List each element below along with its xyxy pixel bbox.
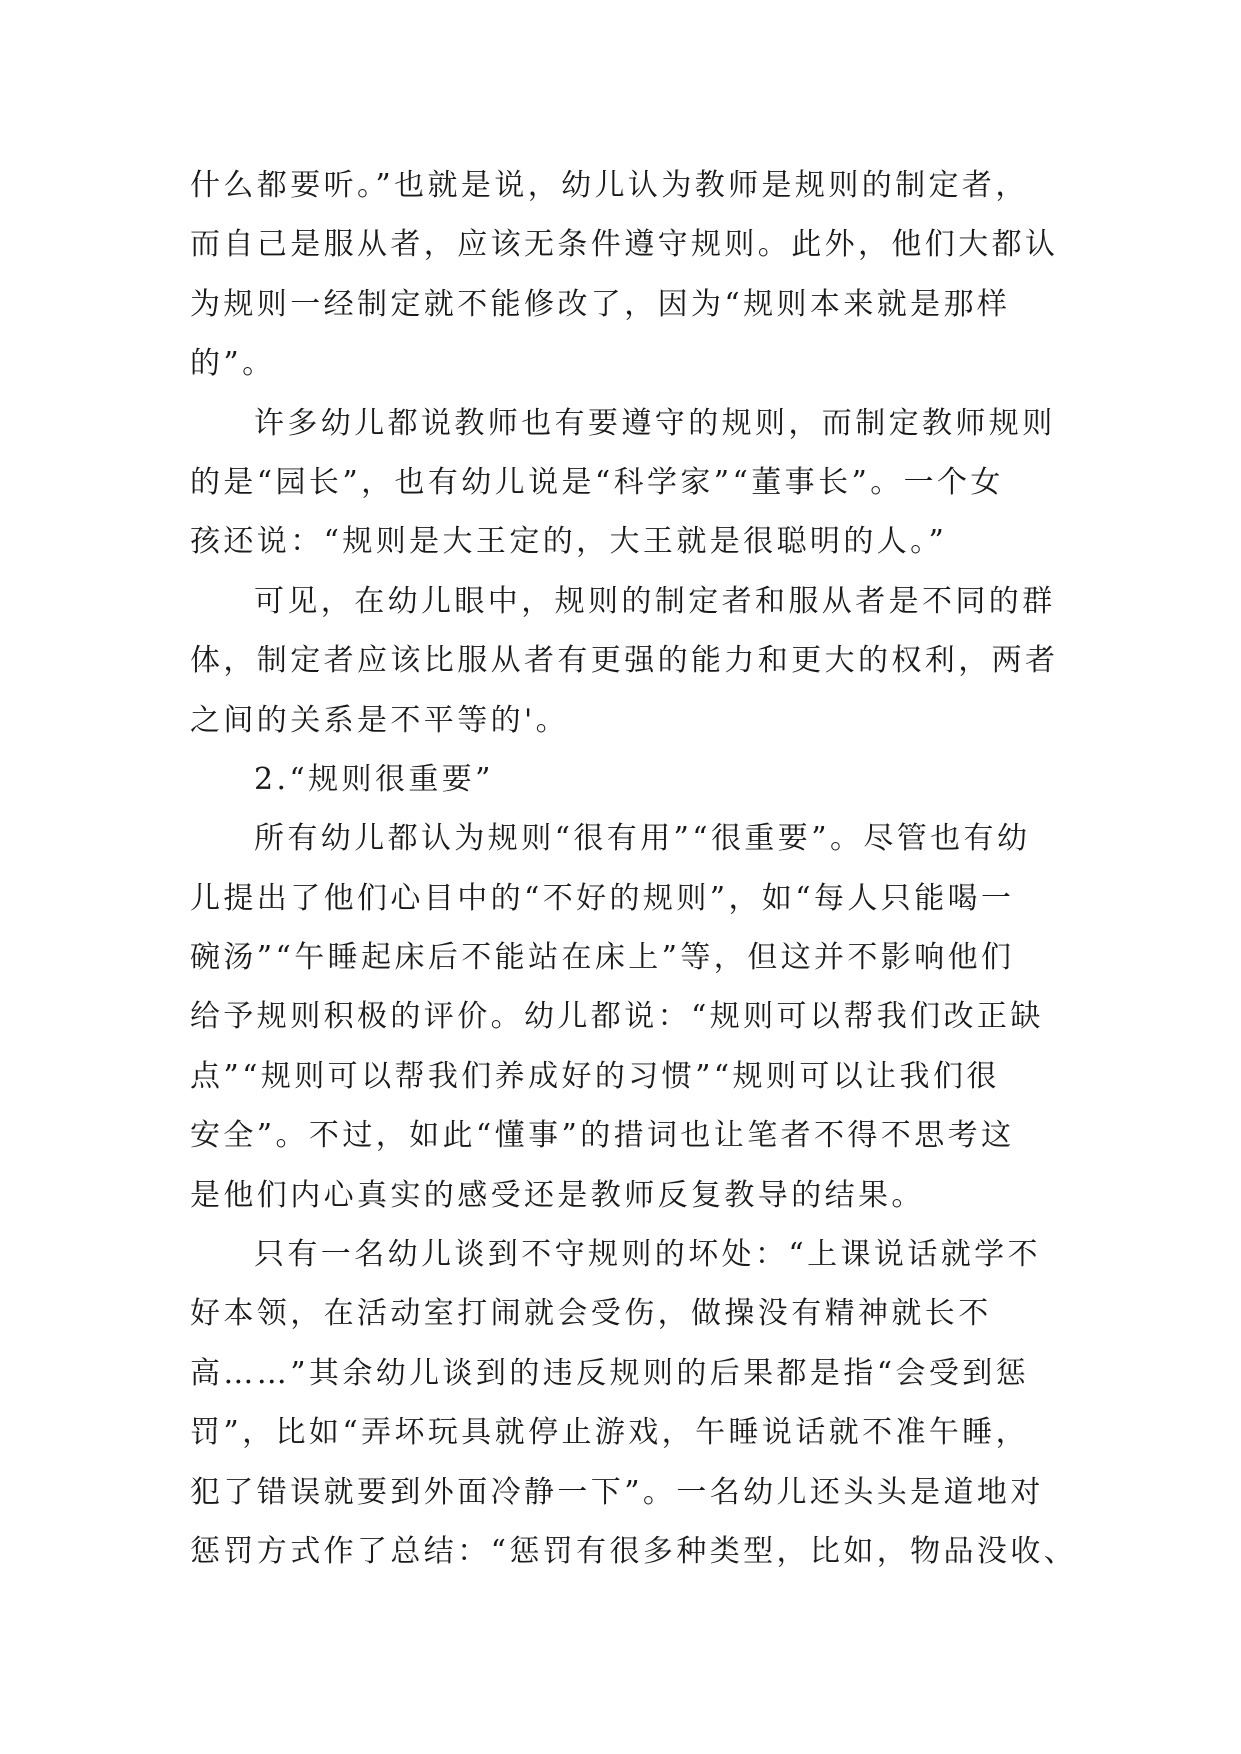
section-heading: 2.“规则很重要” <box>254 761 494 797</box>
paragraph-first-line: 所有幼儿都认为规则“很有用”“很重要”。尽管也有幼 <box>254 821 1031 857</box>
paragraph-first-line: 可见，在幼儿眼中，规则的制定者和服从者是不同的群 <box>254 583 1056 619</box>
text-line: 犯了错误就要到外面冷静一下”。一名幼儿还头头是道地对 <box>190 1474 1044 1510</box>
text-line: 好本领，在活动室打闹就会受伤，做操没有精神就长不 <box>190 1296 992 1332</box>
body-text <box>190 156 1078 1581</box>
text-line: 安全”。不过，如此“懂事”的措词也让笔者不得不思考这 <box>190 1118 1015 1154</box>
text-line: 惩罚方式作了总结：“惩罚有很多种类型，比如，物品没收、 <box>190 1533 1078 1569</box>
text-line: 点”“规则可以帮我们养成好的习惯”“规则可以让我们很 <box>190 1058 1000 1094</box>
text-line: 什么都要听。”也就是说，幼儿认为教师是规则的制定者， <box>190 168 1029 203</box>
text-line: 是他们内心真实的感受还是教师反复教导的结果。 <box>190 1177 925 1213</box>
text-line: 给予规则积极的评价。幼儿都说：“规则可以帮我们改正缺 <box>190 999 1044 1035</box>
text-line: 体，制定者应该比服从者有更强的能力和更大的权利，两者 <box>190 643 1059 679</box>
paragraph-first-line: 许多幼儿都说教师也有要遵守的规则，而制定教师规则 <box>254 405 1056 441</box>
text-line: 高……”其余幼儿谈到的违反规则的后果都是指“会受到惩 <box>190 1355 1030 1391</box>
text-line: 儿提出了他们心目中的“不好的规则”，如“每人只能喝一 <box>190 880 1015 916</box>
text-line: 的是“园长”，也有幼儿说是“科学家”“董事长”。一个女 <box>190 464 1004 500</box>
text-line: 之间的关系是不平等的'。 <box>190 702 570 738</box>
text-line: 孩还说：“规则是大王定的，大王就是很聪明的人。” <box>190 524 948 560</box>
text-line: 为规则一经制定就不能修改了，因为“规则本来就是那样 <box>190 286 1011 322</box>
text-line: 的”。 <box>190 346 276 382</box>
text-line: 碗汤”“午睡起床后不能站在床上”等，但这并不影响他们 <box>190 940 1015 976</box>
text-line: 罚”，比如“弄坏玩具就停止游戏，午睡说话就不准午睡， <box>190 1415 1030 1451</box>
paragraph-first-line: 只有一名幼儿谈到不守规则的坏处：“上课说话就学不 <box>254 1237 1041 1273</box>
text-line: 而自己是服从者，应该无条件遵守规则。此外，他们大都认 <box>190 227 1059 263</box>
